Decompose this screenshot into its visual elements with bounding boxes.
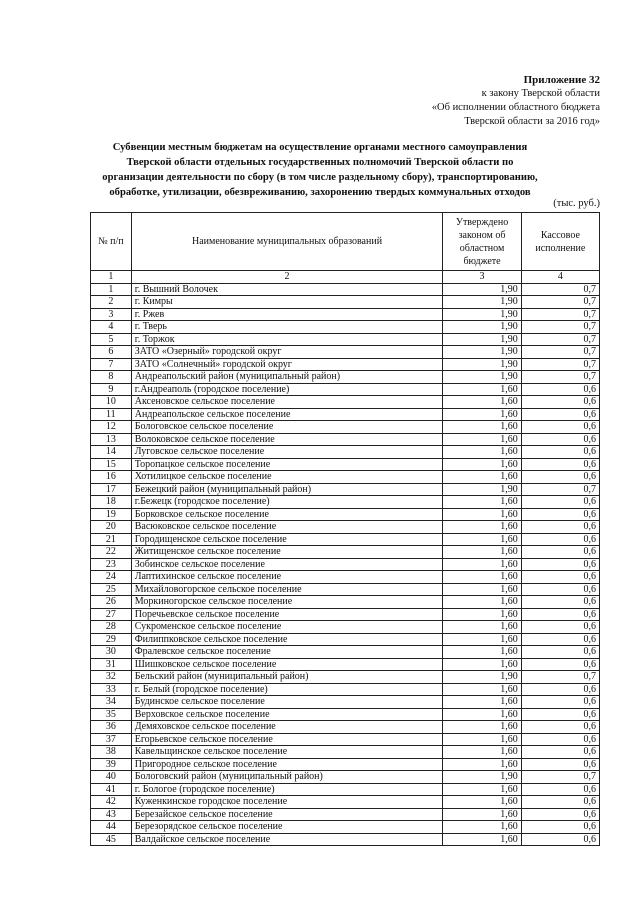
row-name: Михайловогорское сельское поселение	[131, 583, 443, 596]
row-executed: 0,6	[521, 458, 599, 471]
row-executed: 0,7	[521, 296, 599, 309]
row-num: 21	[91, 533, 132, 546]
row-num: 1	[91, 283, 132, 296]
table-row	[91, 371, 600, 384]
row-num: 44	[91, 821, 132, 834]
row-num: 18	[91, 496, 132, 509]
row-approved: 1,60	[443, 796, 521, 809]
row-num: 11	[91, 408, 132, 421]
table-row	[91, 746, 600, 759]
row-approved: 1,90	[443, 333, 521, 346]
row-executed: 0,6	[521, 683, 599, 696]
table-row	[91, 646, 600, 659]
row-executed: 0,6	[521, 546, 599, 559]
table-row	[91, 283, 600, 296]
row-num: 5	[91, 333, 132, 346]
row-approved: 1,60	[443, 383, 521, 396]
row-approved: 1,60	[443, 446, 521, 459]
row-executed: 0,6	[521, 796, 599, 809]
table-row	[91, 458, 600, 471]
row-num: 14	[91, 446, 132, 459]
table-row	[91, 808, 600, 821]
row-num: 4	[91, 321, 132, 334]
row-approved: 1,60	[443, 421, 521, 434]
row-num: 10	[91, 396, 132, 409]
row-approved: 1,60	[443, 721, 521, 734]
row-name: Пригородное сельское поселение	[131, 758, 443, 771]
row-executed: 0,6	[521, 696, 599, 709]
row-executed: 0,6	[521, 571, 599, 584]
row-name: Фралевское сельское поселение	[131, 646, 443, 659]
row-approved: 1,60	[443, 683, 521, 696]
appendix-block	[432, 73, 600, 129]
row-name: Луговское сельское поселение	[131, 446, 443, 459]
row-approved: 1,90	[443, 371, 521, 384]
row-executed: 0,6	[521, 558, 599, 571]
row-executed: 0,6	[521, 583, 599, 596]
row-name: Васюковское сельское поселение	[131, 521, 443, 534]
row-executed: 0,6	[521, 421, 599, 434]
row-num: 26	[91, 596, 132, 609]
title-line-4: обработке, утилизации, обезвреживанию, захоронению твердых коммунальных отходов	[109, 187, 531, 198]
row-num: 42	[91, 796, 132, 809]
row-name: г. Вышний Волочек	[131, 283, 443, 296]
row-name: г. Ржев	[131, 308, 443, 321]
row-num: 13	[91, 433, 132, 446]
row-executed: 0,6	[521, 658, 599, 671]
row-name: Зобинское сельское поселение	[131, 558, 443, 571]
row-name: Аксеновское сельское поселение	[131, 396, 443, 409]
index-cell: 1	[91, 271, 132, 284]
appendix-line-1: к закону Тверской области	[481, 88, 600, 99]
table-row	[91, 821, 600, 834]
row-name: г.Бежецк (городское поселение)	[131, 496, 443, 509]
row-num: 28	[91, 621, 132, 634]
table-row	[91, 758, 600, 771]
row-approved: 1,60	[443, 733, 521, 746]
row-approved: 1,60	[443, 471, 521, 484]
row-approved: 1,60	[443, 821, 521, 834]
row-num: 7	[91, 358, 132, 371]
row-num: 30	[91, 646, 132, 659]
row-num: 29	[91, 633, 132, 646]
table-row	[91, 771, 600, 784]
row-executed: 0,6	[521, 408, 599, 421]
row-approved: 1,60	[443, 508, 521, 521]
row-num: 17	[91, 483, 132, 496]
row-executed: 0,6	[521, 821, 599, 834]
row-approved: 1,90	[443, 346, 521, 359]
row-executed: 0,6	[521, 608, 599, 621]
row-name: Шишковское сельское поселение	[131, 658, 443, 671]
table-body	[91, 283, 600, 846]
table-row	[91, 833, 600, 846]
row-executed: 0,6	[521, 733, 599, 746]
row-num: 45	[91, 833, 132, 846]
row-name: Бежецкий район (муниципальный район)	[131, 483, 443, 496]
row-num: 27	[91, 608, 132, 621]
table-row	[91, 321, 600, 334]
row-executed: 0,7	[521, 283, 599, 296]
table-row	[91, 608, 600, 621]
row-num: 22	[91, 546, 132, 559]
row-name: Будинское сельское поселение	[131, 696, 443, 709]
row-approved: 1,60	[443, 783, 521, 796]
row-executed: 0,6	[521, 721, 599, 734]
row-name: Сукроменское сельское поселение	[131, 621, 443, 634]
table-row	[91, 558, 600, 571]
units-label: (тыс. руб.)	[553, 198, 600, 209]
row-num: 32	[91, 671, 132, 684]
row-executed: 0,7	[521, 333, 599, 346]
table-row	[91, 546, 600, 559]
row-num: 6	[91, 346, 132, 359]
table-row	[91, 421, 600, 434]
row-approved: 1,60	[443, 646, 521, 659]
row-name: г. Торжок	[131, 333, 443, 346]
row-num: 40	[91, 771, 132, 784]
table-row	[91, 733, 600, 746]
table-row	[91, 721, 600, 734]
row-approved: 1,60	[443, 608, 521, 621]
table-row	[91, 683, 600, 696]
row-name: Торопацкое сельское поселение	[131, 458, 443, 471]
row-executed: 0,6	[521, 621, 599, 634]
row-num: 8	[91, 371, 132, 384]
row-name: г. Тверь	[131, 321, 443, 334]
row-approved: 1,60	[443, 546, 521, 559]
row-executed: 0,7	[521, 358, 599, 371]
subventions-table	[90, 212, 600, 846]
row-approved: 1,90	[443, 358, 521, 371]
row-approved: 1,90	[443, 771, 521, 784]
row-executed: 0,6	[521, 496, 599, 509]
row-approved: 1,90	[443, 296, 521, 309]
row-executed: 0,7	[521, 346, 599, 359]
row-executed: 0,7	[521, 321, 599, 334]
row-num: 25	[91, 583, 132, 596]
row-approved: 1,90	[443, 321, 521, 334]
index-cell: 2	[131, 271, 443, 284]
row-approved: 1,60	[443, 533, 521, 546]
row-executed: 0,6	[521, 808, 599, 821]
table-row	[91, 621, 600, 634]
row-num: 41	[91, 783, 132, 796]
row-name: Лаптихинское сельское поселение	[131, 571, 443, 584]
row-name: Борковское сельское поселение	[131, 508, 443, 521]
row-name: Бологовское сельское поселение	[131, 421, 443, 434]
table-row	[91, 596, 600, 609]
table-row	[91, 308, 600, 321]
row-name: Филиппковское сельское поселение	[131, 633, 443, 646]
table-row	[91, 333, 600, 346]
row-approved: 1,90	[443, 283, 521, 296]
table-row	[91, 433, 600, 446]
row-executed: 0,7	[521, 371, 599, 384]
table-row	[91, 571, 600, 584]
row-executed: 0,7	[521, 771, 599, 784]
row-num: 23	[91, 558, 132, 571]
row-num: 19	[91, 508, 132, 521]
row-num: 43	[91, 808, 132, 821]
row-name: Демяховское сельское поселение	[131, 721, 443, 734]
row-name: Волоковское сельское поселение	[131, 433, 443, 446]
row-name: Егорьевское сельское поселение	[131, 733, 443, 746]
appendix-line-3: Тверской области за 2016 год»	[464, 116, 600, 127]
row-name: Житищенское сельское поселение	[131, 546, 443, 559]
row-name: г. Белый (городское поселение)	[131, 683, 443, 696]
row-approved: 1,60	[443, 558, 521, 571]
index-cell: 4	[521, 271, 599, 284]
row-executed: 0,6	[521, 533, 599, 546]
row-num: 33	[91, 683, 132, 696]
row-approved: 1,90	[443, 671, 521, 684]
table-row	[91, 358, 600, 371]
header-approved: Утверждено законом об областном бюджете	[443, 213, 521, 271]
row-num: 36	[91, 721, 132, 734]
header-row	[91, 213, 600, 271]
row-name: г. Кимры	[131, 296, 443, 309]
row-executed: 0,6	[521, 508, 599, 521]
table-row	[91, 583, 600, 596]
row-num: 20	[91, 521, 132, 534]
row-approved: 1,60	[443, 583, 521, 596]
row-num: 35	[91, 708, 132, 721]
row-executed: 0,6	[521, 646, 599, 659]
table-row	[91, 533, 600, 546]
row-name: Поречьевское сельское поселение	[131, 608, 443, 621]
row-num: 38	[91, 746, 132, 759]
row-executed: 0,7	[521, 308, 599, 321]
row-num: 12	[91, 421, 132, 434]
row-name: Кавельщинское сельское поселение	[131, 746, 443, 759]
row-approved: 1,60	[443, 408, 521, 421]
row-num: 9	[91, 383, 132, 396]
row-executed: 0,6	[521, 383, 599, 396]
row-approved: 1,90	[443, 483, 521, 496]
table-row	[91, 633, 600, 646]
row-executed: 0,6	[521, 396, 599, 409]
header-executed: Кассовое исполнение	[521, 213, 599, 271]
row-executed: 0,6	[521, 783, 599, 796]
row-approved: 1,60	[443, 758, 521, 771]
appendix-title: Приложение 32	[523, 74, 600, 86]
row-num: 37	[91, 733, 132, 746]
row-executed: 0,6	[521, 471, 599, 484]
title-line-1: Субвенции местным бюджетам на осуществление органами местного самоуправления	[112, 142, 528, 153]
row-approved: 1,60	[443, 621, 521, 634]
row-name: Бельский район (муниципальный район)	[131, 671, 443, 684]
row-num: 2	[91, 296, 132, 309]
table-row	[91, 396, 600, 409]
row-approved: 1,60	[443, 633, 521, 646]
title-line-3: организации деятельности по сбору (в том числе раздельному сбору), транспортированию,	[102, 172, 538, 183]
row-executed: 0,6	[521, 758, 599, 771]
row-approved: 1,60	[443, 496, 521, 509]
row-approved: 1,90	[443, 308, 521, 321]
table-row	[91, 696, 600, 709]
row-name: Бологовский район (муниципальный район)	[131, 771, 443, 784]
row-num: 31	[91, 658, 132, 671]
row-num: 39	[91, 758, 132, 771]
row-approved: 1,60	[443, 808, 521, 821]
row-approved: 1,60	[443, 458, 521, 471]
row-approved: 1,60	[443, 658, 521, 671]
table-row	[91, 408, 600, 421]
table-row	[91, 658, 600, 671]
row-num: 24	[91, 571, 132, 584]
table-row	[91, 471, 600, 484]
table-row	[91, 296, 600, 309]
row-approved: 1,60	[443, 521, 521, 534]
table-row	[91, 521, 600, 534]
table-row	[91, 783, 600, 796]
row-approved: 1,60	[443, 696, 521, 709]
row-name: г.Андреаполь (городское поселение)	[131, 383, 443, 396]
row-name: Березорядское сельское поселение	[131, 821, 443, 834]
row-executed: 0,6	[521, 596, 599, 609]
index-row	[91, 271, 600, 284]
row-name: Андреапольское сельское поселение	[131, 408, 443, 421]
row-executed: 0,6	[521, 708, 599, 721]
table-row	[91, 708, 600, 721]
table-row	[91, 796, 600, 809]
row-executed: 0,7	[521, 671, 599, 684]
row-num: 34	[91, 696, 132, 709]
table-row	[91, 383, 600, 396]
table-row	[91, 346, 600, 359]
row-executed: 0,6	[521, 746, 599, 759]
table-row	[91, 508, 600, 521]
row-executed: 0,6	[521, 433, 599, 446]
row-approved: 1,60	[443, 708, 521, 721]
row-name: Верховское сельское поселение	[131, 708, 443, 721]
row-name: Хотилицкое сельское поселение	[131, 471, 443, 484]
row-num: 3	[91, 308, 132, 321]
row-name: Валдайское сельское поселение	[131, 833, 443, 846]
row-executed: 0,7	[521, 483, 599, 496]
document-title	[90, 140, 550, 200]
row-name: Андреапольский район (муниципальный район)	[131, 371, 443, 384]
row-name: г. Бологое (городское поселение)	[131, 783, 443, 796]
row-executed: 0,6	[521, 446, 599, 459]
row-name: ЗАТО «Озерный» городской округ	[131, 346, 443, 359]
header-num: № п/п	[91, 213, 132, 271]
row-approved: 1,60	[443, 571, 521, 584]
index-cell: 3	[443, 271, 521, 284]
row-executed: 0,6	[521, 521, 599, 534]
row-approved: 1,60	[443, 833, 521, 846]
table-row	[91, 496, 600, 509]
row-executed: 0,6	[521, 633, 599, 646]
row-approved: 1,60	[443, 746, 521, 759]
appendix-line-2: «Об исполнении областного бюджета	[431, 102, 600, 113]
row-approved: 1,60	[443, 433, 521, 446]
row-name: Березайское сельское поселение	[131, 808, 443, 821]
row-num: 16	[91, 471, 132, 484]
row-name: ЗАТО «Солнечный» городской округ	[131, 358, 443, 371]
row-approved: 1,60	[443, 596, 521, 609]
row-approved: 1,60	[443, 396, 521, 409]
row-num: 15	[91, 458, 132, 471]
row-executed: 0,6	[521, 833, 599, 846]
row-name: Моркиногорское сельское поселение	[131, 596, 443, 609]
row-name: Городищенское сельское поселение	[131, 533, 443, 546]
title-line-2: Тверской области отдельных государственных полномочий Тверской области по	[126, 157, 514, 168]
header-name: Наименование муниципальных образований	[131, 213, 443, 271]
table-row	[91, 483, 600, 496]
row-name: Куженкинское городское поселение	[131, 796, 443, 809]
table-row	[91, 446, 600, 459]
table-row	[91, 671, 600, 684]
